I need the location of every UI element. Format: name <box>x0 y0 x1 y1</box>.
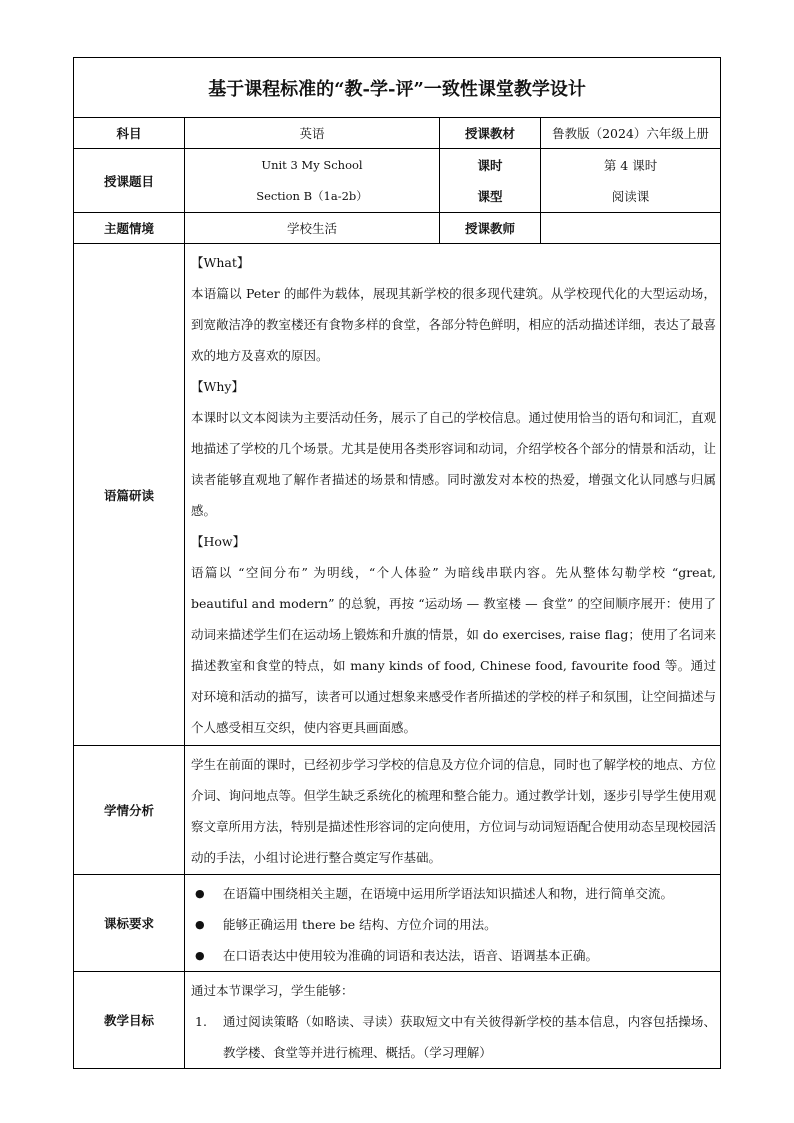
topic-line-1: Unit 3 My School <box>261 157 363 172</box>
period-value: 第 4 课时 <box>603 157 658 173</box>
type-label: 课型 <box>477 188 503 204</box>
period-type-labels <box>440 149 541 213</box>
why-heading: 【Why】 <box>191 379 244 394</box>
topic-label: 授课题目 <box>74 149 185 213</box>
topic-row <box>74 149 721 213</box>
objectives-row <box>74 972 721 1069</box>
text-study-row <box>74 244 721 746</box>
textbook-value: 鲁教版（2024）六年级上册 <box>541 118 721 149</box>
standards-list <box>185 875 721 972</box>
objectives-intro: 通过本节课学习，学生能够： <box>191 983 354 998</box>
standards-label: 课标要求 <box>74 875 185 972</box>
textbook-label: 授课教材 <box>440 118 541 149</box>
why-text: 本课时以文本阅读为主要活动任务，展示了自己的学校信息。通过使用恰当的语句和词汇，直观地描述了学校的几个场景。尤其是使用各类形容词和动词，介绍学校各个部分的情景和活动，让读者能够直观地了解作者描述的场景和情感。同时激发对本校的热爱，增强文化认同感与归属感。 <box>191 410 717 518</box>
learner-analysis-text: 学生在前面的课时，已经初步学习学校的信息及方位介词的信息，同时也了解学校的地点、方位介词、询问地点等。但学生缺乏系统化的梳理和整合能力。通过教学计划，逐步引导学生使用观察文章所用方法，特别是描述性形容词的定向使用，方位词与动词短语配合使用动态呈现校园活动的手法，小组讨论进行整合奠定写作基础。 <box>185 746 721 875</box>
teacher-label: 授课教师 <box>440 213 541 244</box>
topic-line-2: Section B（1a-2b） <box>256 188 368 203</box>
objective-item <box>191 1006 716 1068</box>
theme-value: 学校生活 <box>185 213 440 244</box>
how-heading: 【How】 <box>191 534 246 549</box>
what-heading: 【What】 <box>191 255 250 270</box>
type-value: 阅读课 <box>611 188 650 204</box>
bullet-icon: ● <box>195 918 205 931</box>
standard-item-text: 在语篇中围绕相关主题，在语境中运用所学语法知识描述人和物，进行简单交流。 <box>223 886 674 901</box>
topic-value <box>185 149 440 213</box>
text-study-content <box>185 244 721 746</box>
theme-row <box>74 213 721 244</box>
standard-item-text: 能够正确运用 there be 结构、方位介词的用法。 <box>223 917 497 932</box>
teacher-value <box>541 213 721 244</box>
objectives-content <box>185 972 721 1069</box>
standard-item <box>191 940 716 971</box>
standards-row <box>74 875 721 972</box>
standard-item-text: 在口语表达中使用较为准确的词语和表达法，语音、语调基本正确。 <box>223 948 599 963</box>
document-title: 基于课程标准的“教-学-评”一致性课堂教学设计 <box>74 58 721 118</box>
period-type-values <box>541 149 721 213</box>
objective-number: 1. <box>195 1014 207 1029</box>
how-text: 语篇以 “空间分布” 为明线，“个人体验” 为暗线串联内容。先从整体勾勒学校 “great, beautiful and modern” 的总貌，再按 “运动场 — 教室楼 — 食堂” 的空间顺序展开：使用了动词来描述学生们在运动场上锻炼和升旗的情景，如 do exercises, raise flag；使用了名词来描述教室和食堂的特点，如 many kinds of food, Chinese food, favourite food 等。通过对环境和活动的描写，读者可以通过想象来感受作者所描述的学校的样子和氛围，让空间描述与个人感受相互交织，使内容更具画面感。 <box>191 565 717 735</box>
standard-item <box>191 909 716 940</box>
learner-analysis-row <box>74 746 721 875</box>
subject-value: 英语 <box>185 118 440 149</box>
subject-label: 科目 <box>74 118 185 149</box>
objective-text: 通过阅读策略（如略读、寻读）获取短文中有关彼得新学校的基本信息，内容包括操场、教学楼、食堂等并进行梳理、概括。（学习理解） <box>223 1014 717 1060</box>
period-label: 课时 <box>477 157 503 173</box>
subject-row <box>74 118 721 149</box>
lesson-plan-table <box>73 57 721 1069</box>
title-row <box>74 58 721 118</box>
learner-analysis-label: 学情分析 <box>74 746 185 875</box>
bullet-icon: ● <box>195 949 205 962</box>
standard-item <box>191 878 716 909</box>
bullet-icon: ● <box>195 887 205 900</box>
what-text: 本语篇以 Peter 的邮件为载体，展现其新学校的很多现代建筑。从学校现代化的大型运动场，到宽敞洁净的教室楼还有食物多样的食堂，各部分特色鲜明，相应的活动描述详细，表达了最喜欢的地方及喜欢的原因。 <box>191 286 717 363</box>
objectives-label: 教学目标 <box>74 972 185 1069</box>
text-study-label: 语篇研读 <box>74 244 185 746</box>
theme-label: 主题情境 <box>74 213 185 244</box>
